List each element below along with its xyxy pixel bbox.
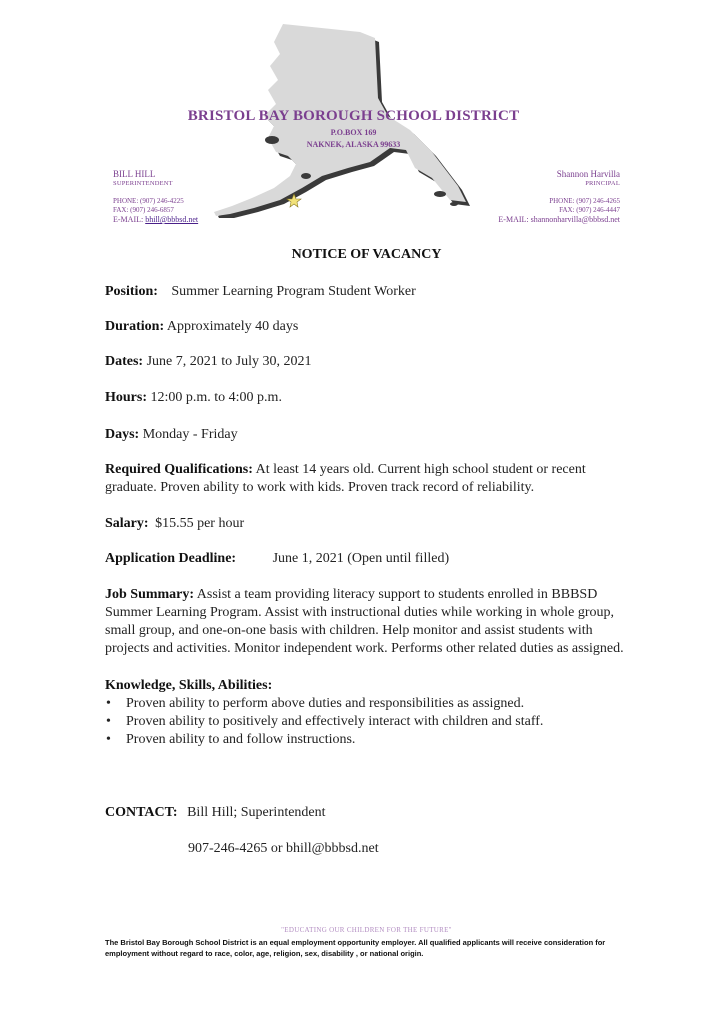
list-item: • Proven ability to and follow instructions. (105, 731, 630, 749)
hours-label: Hours: (105, 390, 147, 405)
district-city: NAKNEK, ALASKA 99633 (306, 140, 401, 149)
dates-label: Dates: (105, 354, 144, 369)
position-line (105, 283, 630, 301)
salary-line (105, 515, 630, 533)
contact-details: 907-246-4265 or bhill@bbbsd.net (188, 841, 379, 856)
ksa-label: Knowledge, Skills, Abilities: (105, 678, 273, 693)
principal-email: E-MAIL: shannonharvilla@bbbsd.net (498, 215, 620, 224)
ksa-list (105, 695, 630, 749)
principal-fax: FAX: (907) 246-4447 (559, 206, 620, 214)
superintendent-title: SUPERINTENDENT (113, 180, 173, 187)
contact-line (105, 804, 630, 822)
list-item: • Proven ability to perform above duties and responsibilities as assigned. (105, 695, 630, 713)
notice-title: NOTICE OF VACANCY (291, 247, 442, 262)
summary-label: Job Summary: (105, 587, 195, 602)
job-summary-paragraph (105, 586, 630, 658)
list-item: • Proven ability to positively and effectively interact with children and staff. (105, 713, 630, 731)
days-line (105, 426, 630, 444)
salary-value: $15.55 per hour (155, 516, 245, 531)
principal-name: Shannon Harvilla (556, 169, 620, 179)
hours-line (105, 389, 630, 407)
deadline-value: June 1, 2021 (Open until filled) (272, 551, 450, 566)
deadline-label: Application Deadline: (105, 551, 237, 566)
days-value: Monday - Friday (142, 427, 238, 442)
position-label: Position: (105, 284, 158, 299)
district-po-box: P.O.BOX 169 (330, 128, 377, 137)
ksa-section (105, 677, 630, 749)
superintendent-phone: PHONE: (907) 246-4225 (113, 197, 184, 205)
superintendent-contact-block (113, 170, 313, 224)
superintendent-email-link[interactable]: bhill@bbbsd.net (145, 215, 199, 224)
position-value: Summer Learning Program Student Worker (171, 284, 416, 299)
duration-value: Approximately 40 days (166, 319, 299, 334)
qualifications-label: Required Qualifications: (105, 462, 253, 477)
principal-title: PRINCIPAL (585, 180, 620, 187)
deadline-line (105, 550, 630, 568)
contact-label: CONTACT: (105, 805, 178, 820)
superintendent-name: BILL HILL (113, 169, 156, 179)
summary-value: Assist a team providing literacy support to students enrolled in BBBSD Summer Learning Program. Assist with instructional duties while working in whole group, small group, and one-on-one basis with children. Help monitor and assist students with projects and activities. Monitor independent work. Performs other related duties as assigned. (105, 587, 624, 656)
dates-line (105, 353, 630, 371)
principal-phone: PHONE: (907) 246-4265 (549, 197, 620, 205)
principal-contact-block (420, 170, 620, 224)
superintendent-fax: FAX: (907) 246-6857 (113, 206, 174, 214)
footer-motto: "EDUCATING OUR CHILDREN FOR THE FUTURE" (281, 926, 452, 934)
footer-eeo-statement: The Bristol Bay Borough School District is an equal employment opportunity employer. All qualified applicants will receive consideration for employment without regard to race, color, age, religion, sex, disability , or national origin. (105, 938, 606, 958)
qualifications-value: At least 14 years old. Current high school student or recent graduate. Proven ability to work with kids. Proven track record of reliability. (105, 462, 586, 495)
salary-label: Salary: (105, 516, 149, 531)
dates-value: June 7, 2021 to July 30, 2021 (146, 354, 312, 369)
superintendent-email-label: E-MAIL: (113, 215, 144, 224)
contact-value: Bill Hill; Superintendent (187, 805, 326, 820)
qualifications-paragraph (105, 461, 630, 497)
duration-line (105, 318, 630, 336)
district-name: BRISTOL BAY BOROUGH SCHOOL DISTRICT (187, 108, 520, 124)
duration-label: Duration: (105, 319, 165, 334)
days-label: Days: (105, 427, 140, 442)
hours-value: 12:00 p.m. to 4:00 p.m. (150, 390, 282, 405)
